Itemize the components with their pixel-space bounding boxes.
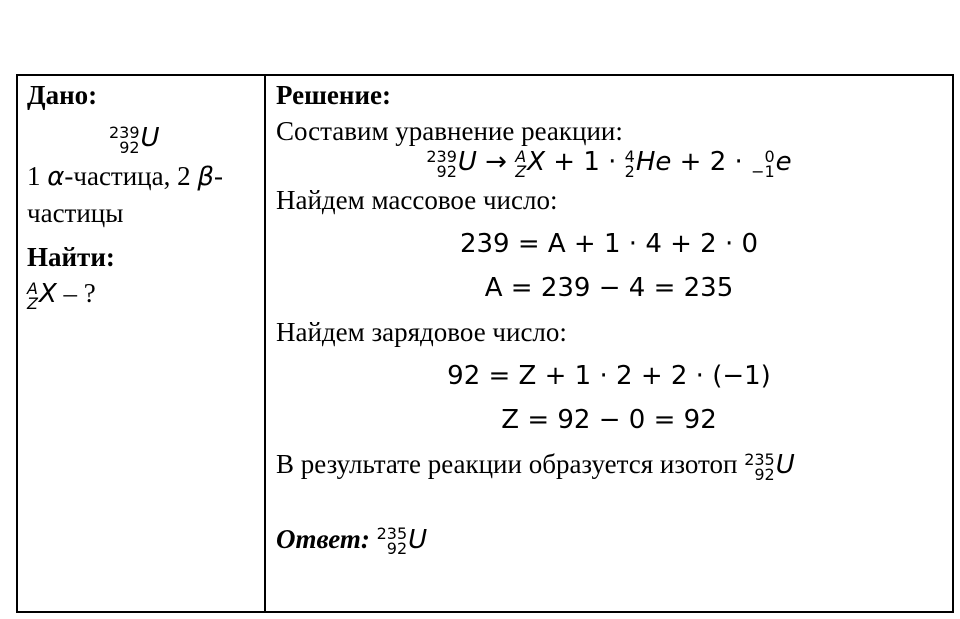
solution-column: [266, 76, 952, 611]
find-target: A Z X – ?: [27, 277, 96, 313]
given-column: [18, 76, 266, 611]
result-text: В результате реакции образуется изотоп 235 92 U: [276, 448, 795, 484]
answer-line: Ответ: 235 92 U: [276, 523, 428, 559]
given-particles-line-2: частицы: [27, 197, 124, 228]
solution-header: Решение:: [276, 80, 391, 110]
charge-number-intro: Найдем зарядовое число:: [276, 316, 567, 347]
answer-label: Ответ:: [276, 523, 370, 554]
charge-equation-1: 92 = Z + 1 · 2 + 2 · (−1): [447, 360, 771, 391]
reaction-equation: 239 92 U → A Z X + 1 · 4 2 He + 2 · 0 −1 e: [426, 146, 792, 181]
given-nucleus: 239 92 U: [109, 122, 160, 157]
mass-equation-1: 239 = A + 1 · 4 + 2 · 0: [459, 228, 759, 259]
mass-number-intro: Найдем массовое число:: [276, 184, 558, 215]
reaction-intro: Составим уравнение реакции:: [276, 116, 623, 146]
given-header: Дано:: [27, 80, 98, 110]
given-particles-line-1: 1 α-частица, 2 β-: [27, 160, 223, 192]
solution-table: [16, 74, 954, 613]
charge-equation-2: Z = 92 − 0 = 92: [501, 404, 717, 435]
mass-equation-2: A = 239 − 4 = 235: [484, 272, 734, 303]
find-header: Найти:: [27, 241, 115, 272]
